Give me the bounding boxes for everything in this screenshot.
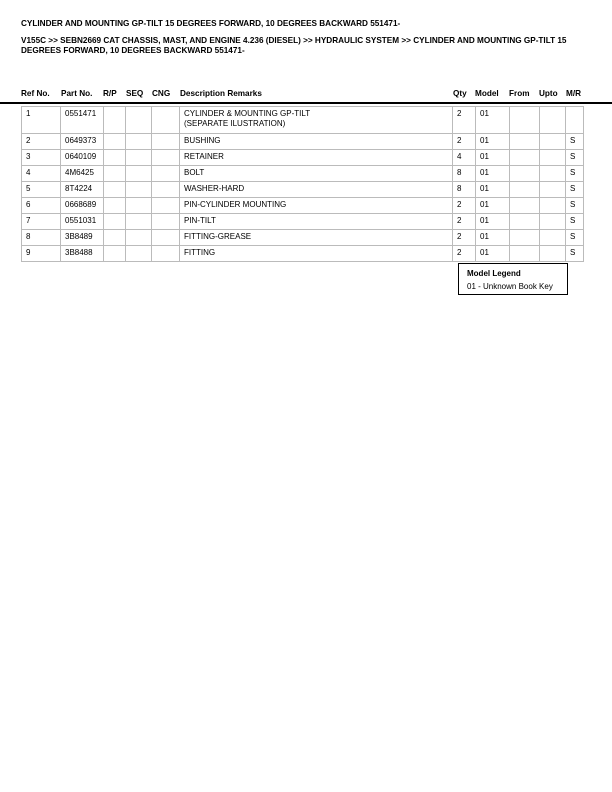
mr-cell-text: S xyxy=(570,216,576,225)
model-legend xyxy=(458,263,568,295)
ref-cell xyxy=(22,230,61,246)
part-no-cell xyxy=(61,107,104,134)
ref-cell-text: 1 xyxy=(26,109,31,118)
seq-cell xyxy=(126,246,152,262)
cng-cell xyxy=(152,246,180,262)
model-cell xyxy=(476,214,510,230)
part-no-cell-text: 0640109 xyxy=(65,152,97,161)
model-cell xyxy=(476,230,510,246)
description-cell-text: FITTING xyxy=(184,248,216,257)
description-cell xyxy=(180,182,453,198)
model-cell-text: 01 xyxy=(480,168,489,177)
seq-cell xyxy=(126,107,152,134)
part-no-cell xyxy=(61,214,104,230)
model-cell-text: 01 xyxy=(480,216,489,225)
qty-cell xyxy=(453,107,476,134)
mr-cell xyxy=(566,246,584,262)
part-no-cell xyxy=(61,182,104,198)
upto-cell xyxy=(540,182,566,198)
qty-cell-text: 4 xyxy=(457,152,462,161)
cng-cell xyxy=(152,198,180,214)
model-cell xyxy=(476,166,510,182)
mr-cell xyxy=(566,182,584,198)
mr-cell-text: S xyxy=(570,232,576,241)
qty-cell xyxy=(453,246,476,262)
upto-cell xyxy=(540,166,566,182)
part-no-cell xyxy=(61,166,104,182)
legend-title: Model Legend xyxy=(467,269,521,278)
upto-cell xyxy=(540,107,566,134)
header-from: From xyxy=(509,89,530,98)
mr-cell-text: S xyxy=(570,200,576,209)
table-row xyxy=(22,182,584,198)
description-cell-text: PIN-CYLINDER MOUNTING xyxy=(184,200,287,209)
part-no-cell xyxy=(61,246,104,262)
model-cell-text: 01 xyxy=(480,184,489,193)
rp-cell xyxy=(104,214,126,230)
header-qty: Qty xyxy=(453,89,467,98)
from-cell xyxy=(510,246,540,262)
cng-cell xyxy=(152,214,180,230)
mr-cell xyxy=(566,230,584,246)
ref-cell-text: 2 xyxy=(26,136,31,145)
rp-cell xyxy=(104,166,126,182)
model-cell xyxy=(476,182,510,198)
qty-cell xyxy=(453,198,476,214)
model-cell xyxy=(476,246,510,262)
description-cell-text: WASHER-HARD xyxy=(184,184,245,193)
part-no-cell-text: 3B8488 xyxy=(65,248,93,257)
seq-cell xyxy=(126,166,152,182)
ref-cell-text: 5 xyxy=(26,184,31,193)
part-no-cell-text: 0668689 xyxy=(65,200,97,209)
header-seq: SEQ xyxy=(126,89,144,98)
rp-cell xyxy=(104,246,126,262)
model-cell-text: 01 xyxy=(480,152,489,161)
header-divider xyxy=(0,102,612,104)
mr-cell-text: S xyxy=(570,248,576,257)
model-cell-text: 01 xyxy=(480,200,489,209)
mr-cell xyxy=(566,214,584,230)
legend-item: 01 - Unknown Book Key xyxy=(467,282,553,291)
mr-cell xyxy=(566,107,584,134)
table-row xyxy=(22,150,584,166)
upto-cell xyxy=(540,246,566,262)
from-cell xyxy=(510,198,540,214)
from-cell xyxy=(510,166,540,182)
part-no-cell-text: 4M6425 xyxy=(65,168,94,177)
table-row xyxy=(22,214,584,230)
rp-cell xyxy=(104,182,126,198)
ref-cell xyxy=(22,134,61,150)
qty-cell xyxy=(453,182,476,198)
cng-cell xyxy=(152,134,180,150)
ref-cell xyxy=(22,246,61,262)
ref-cell xyxy=(22,166,61,182)
description-cell xyxy=(180,246,453,262)
from-cell xyxy=(510,230,540,246)
cng-cell xyxy=(152,230,180,246)
header-ref-no: Ref No. xyxy=(21,89,50,98)
page-title: CYLINDER AND MOUNTING GP-TILT 15 DEGREES FORWARD, 10 DEGREES BACKWARD 551471- xyxy=(21,19,401,28)
upto-cell xyxy=(540,214,566,230)
model-cell-text: 01 xyxy=(480,248,489,257)
seq-cell xyxy=(126,182,152,198)
parts-table xyxy=(21,106,584,262)
rp-cell xyxy=(104,150,126,166)
table-row xyxy=(22,246,584,262)
description-cell-text: FITTING-GREASE xyxy=(184,232,252,241)
description-cell-text: RETAINER xyxy=(184,152,224,161)
description-cell-text: PIN-TILT xyxy=(184,216,216,225)
from-cell xyxy=(510,134,540,150)
description-cell xyxy=(180,230,453,246)
qty-cell-text: 2 xyxy=(457,248,462,257)
qty-cell xyxy=(453,230,476,246)
header-mr: M/R xyxy=(566,89,582,98)
mr-cell-text: S xyxy=(570,168,576,177)
ref-cell-text: 7 xyxy=(26,216,31,225)
header-rp: R/P xyxy=(103,89,117,98)
upto-cell xyxy=(540,150,566,166)
header-part-no: Part No. xyxy=(61,89,93,98)
ref-cell-text: 9 xyxy=(26,248,31,257)
from-cell xyxy=(510,214,540,230)
seq-cell xyxy=(126,230,152,246)
qty-cell-text: 2 xyxy=(457,136,462,145)
cng-cell xyxy=(152,166,180,182)
ref-cell xyxy=(22,198,61,214)
description-cell-text: BOLT xyxy=(184,168,205,177)
description-cell-text: CYLINDER & MOUNTING GP-TILT xyxy=(184,109,311,118)
ref-cell-text: 3 xyxy=(26,152,31,161)
qty-cell xyxy=(453,150,476,166)
part-no-cell-text: 0649373 xyxy=(65,136,97,145)
table-row xyxy=(22,230,584,246)
header-cng: CNG xyxy=(152,89,171,98)
qty-cell-text: 2 xyxy=(457,232,462,241)
header-model: Model xyxy=(475,89,499,98)
ref-cell xyxy=(22,107,61,134)
ref-cell-text: 6 xyxy=(26,200,31,209)
part-no-cell-text: 8T4224 xyxy=(65,184,93,193)
seq-cell xyxy=(126,214,152,230)
model-cell xyxy=(476,150,510,166)
from-cell xyxy=(510,182,540,198)
table-row xyxy=(22,198,584,214)
mr-cell-text: S xyxy=(570,184,576,193)
description-cell xyxy=(180,134,453,150)
header-upto: Upto xyxy=(539,89,558,98)
model-cell-text: 01 xyxy=(480,136,489,145)
mr-cell-text: S xyxy=(570,136,576,145)
mr-cell-text: S xyxy=(570,152,576,161)
qty-cell-text: 2 xyxy=(457,109,462,118)
description-cell-text: BUSHING xyxy=(184,136,221,145)
qty-cell xyxy=(453,166,476,182)
mr-cell xyxy=(566,134,584,150)
qty-cell xyxy=(453,134,476,150)
qty-cell xyxy=(453,214,476,230)
description-cell xyxy=(180,198,453,214)
table-row xyxy=(22,107,584,134)
upto-cell xyxy=(540,198,566,214)
rp-cell xyxy=(104,198,126,214)
description-cell xyxy=(180,107,453,134)
from-cell xyxy=(510,150,540,166)
part-no-cell xyxy=(61,134,104,150)
qty-cell-text: 8 xyxy=(457,168,462,177)
part-no-cell xyxy=(61,230,104,246)
model-cell xyxy=(476,134,510,150)
remarks-text: (SEPARATE ILUSTRATION) xyxy=(184,119,286,128)
ref-cell xyxy=(22,182,61,198)
seq-cell xyxy=(126,150,152,166)
mr-cell xyxy=(566,198,584,214)
description-cell xyxy=(180,166,453,182)
part-no-cell-text: 3B8489 xyxy=(65,232,93,241)
cng-cell xyxy=(152,150,180,166)
ref-cell xyxy=(22,150,61,166)
qty-cell-text: 2 xyxy=(457,200,462,209)
part-no-cell xyxy=(61,150,104,166)
ref-cell xyxy=(22,214,61,230)
model-cell-text: 01 xyxy=(480,232,489,241)
mr-cell xyxy=(566,150,584,166)
part-no-cell-text: 0551471 xyxy=(65,109,97,118)
mr-cell xyxy=(566,166,584,182)
cng-cell xyxy=(152,107,180,134)
table-row xyxy=(22,134,584,150)
part-no-cell xyxy=(61,198,104,214)
model-cell xyxy=(476,198,510,214)
seq-cell xyxy=(126,198,152,214)
seq-cell xyxy=(126,134,152,150)
cng-cell xyxy=(152,182,180,198)
qty-cell-text: 8 xyxy=(457,184,462,193)
qty-cell-text: 2 xyxy=(457,216,462,225)
table-row xyxy=(22,166,584,182)
part-no-cell-text: 0551031 xyxy=(65,216,97,225)
model-cell xyxy=(476,107,510,134)
description-cell xyxy=(180,214,453,230)
upto-cell xyxy=(540,134,566,150)
ref-cell-text: 8 xyxy=(26,232,31,241)
model-cell-text: 01 xyxy=(480,109,489,118)
header-description: Description Remarks xyxy=(180,89,262,98)
ref-cell-text: 4 xyxy=(26,168,31,177)
description-cell xyxy=(180,150,453,166)
upto-cell xyxy=(540,230,566,246)
breadcrumb: V155C >> SEBN2669 CAT CHASSIS, MAST, AND ENGINE 4.236 (DIESEL) >> HYDRAULIC SYSTEM >> CYLINDER AND MOUNTING GP-TILT 15 DEGREES FORWARD, 10 DEGREES BACKWARD 551471- xyxy=(21,36,567,55)
rp-cell xyxy=(104,107,126,134)
from-cell xyxy=(510,107,540,134)
rp-cell xyxy=(104,134,126,150)
rp-cell xyxy=(104,230,126,246)
